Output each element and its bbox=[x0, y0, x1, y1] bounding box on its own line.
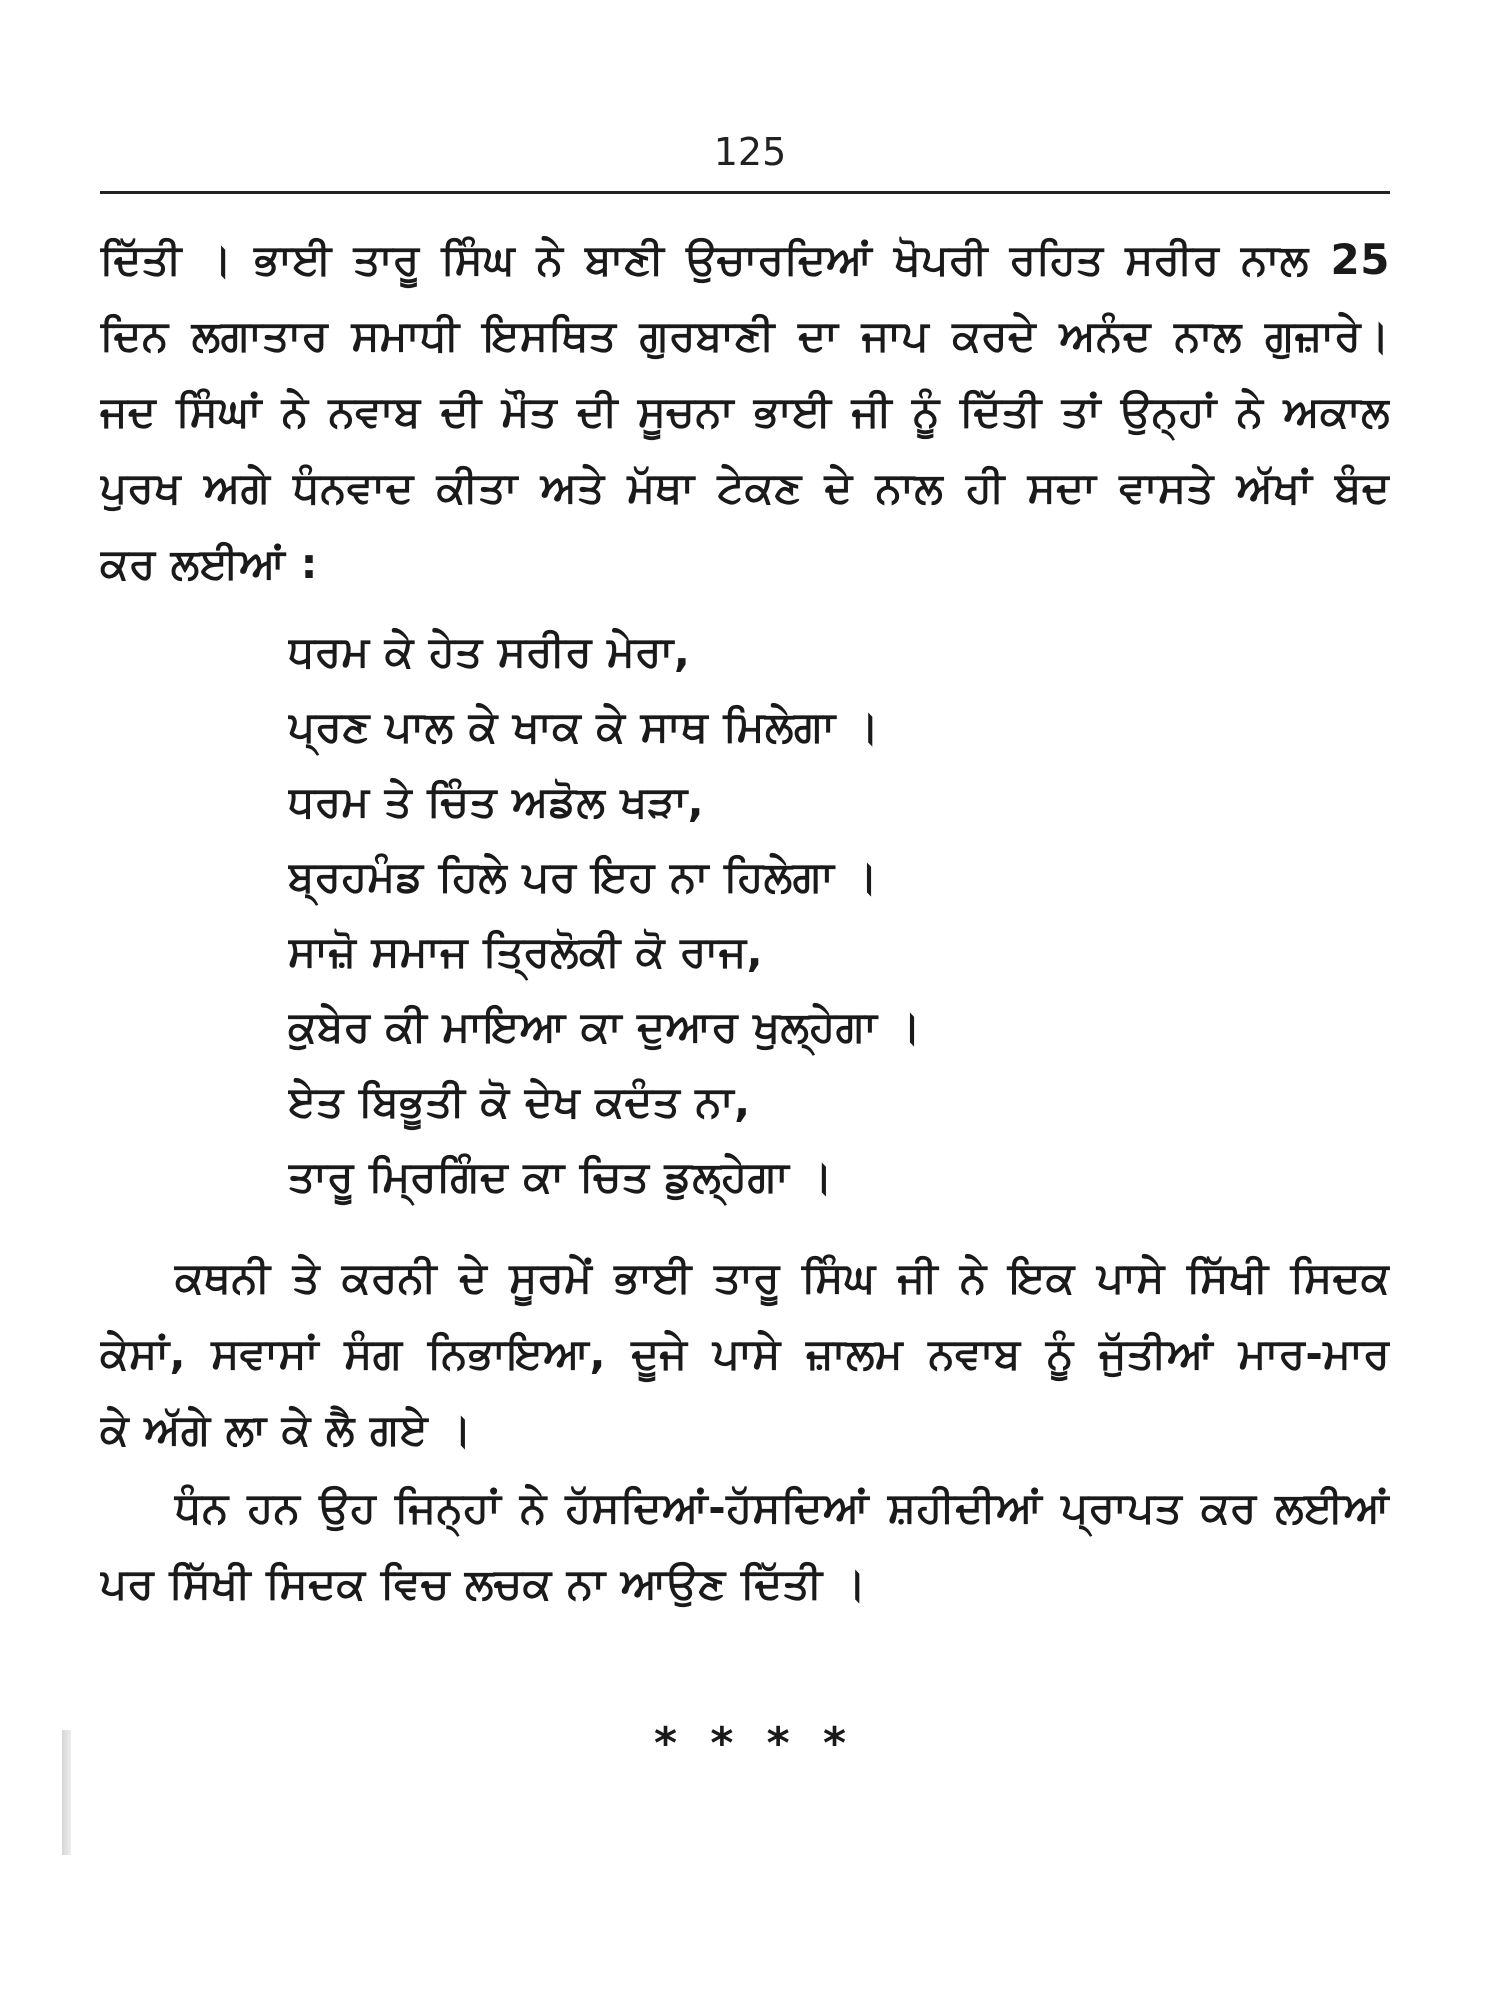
page-edge-shadow bbox=[62, 1730, 71, 1855]
paragraph-1-line: ਕਰ ਲਈਆਂ : bbox=[100, 539, 318, 588]
paragraph-3-line: ਧੰਨ ਹਨ ਉਹ ਜਿਨ੍ਹਾਂ ਨੇ ਹੱਸਦਿਆਂ-ਹੱਸਦਿਆਂ ਸ਼ਹੀਦੀਆਂ ਪ੍ਰਾਪਤ ਕਰ ਲਈਆਂ bbox=[175, 1483, 1390, 1532]
verse-line: ਸਾਜ਼ੋ ਸਮਾਜ ਤ੍ਰਿਲੋਕੀ ਕੋ ਰਾਜ, bbox=[288, 927, 764, 976]
paragraph-1-line: ਦਿਨ ਲਗਾਤਾਰ ਸਮਾਧੀ ਇਸਥਿਤ ਗੁਰਬਾਣੀ ਦਾ ਜਾਪ ਕਰਦੇ ਅਨੰਦ ਨਾਲ ਗੁਜ਼ਾਰੇ। bbox=[100, 311, 1390, 360]
paragraph-1-line: ਦਿੱਤੀ । ਭਾਈ ਤਾਰੂ ਸਿੰਘ ਨੇ ਬਾਣੀ ਉਚਾਰਦਿਆਂ ਖੋਪਰੀ ਰਹਿਤ ਸਰੀਰ ਨਾਲ 25 bbox=[100, 235, 1390, 284]
paragraph-2-line: ਕੇਸਾਂ, ਸਵਾਸਾਂ ਸੰਗ ਨਿਭਾਇਆ, ਦੂਜੇ ਪਾਸੇ ਜ਼ਾਲਮ ਨਵਾਬ ਨੂੰ ਜੁੱਤੀਆਂ ਮਾਰ-ਮਾਰ bbox=[100, 1329, 1390, 1378]
verse-line: ਏਤ ਬਿਭੂਤੀ ਕੋ ਦੇਖ ਕਦੰਤ ਨਾ, bbox=[288, 1077, 751, 1126]
verse-line: ਕੁਬੇਰ ਕੀ ਮਾਇਆ ਕਾ ਦੁਆਰ ਖੁਲ੍ਹੇਗਾ । bbox=[288, 1002, 922, 1051]
paragraph-2-line: ਕੇ ਅੱਗੇ ਲਾ ਕੇ ਲੈ ਗਏ । bbox=[100, 1405, 473, 1454]
paragraph-1-line: ਜਦ ਸਿੰਘਾਂ ਨੇ ਨਵਾਬ ਦੀ ਮੌਤ ਦੀ ਸੂਚਨਾ ਭਾਈ ਜੀ ਨੂੰ ਦਿੱਤੀ ਤਾਂ ਉਨ੍ਹਾਂ ਨੇ ਅਕਾਲ bbox=[100, 387, 1390, 436]
verse-line: ਬ੍ਰਹਮੰਡ ਹਿਲੇ ਪਰ ਇਹ ਨਾ ਹਿਲੇਗਾ । bbox=[288, 852, 879, 901]
section-end-ornament: * * * * bbox=[654, 1718, 846, 1769]
verse-line: ਪ੍ਰਣ ਪਾਲ ਕੇ ਖਾਕ ਕੇ ਸਾਥ ਮਿਲੇਗਾ । bbox=[288, 702, 880, 751]
verse-line: ਧਰਮ ਕੇ ਹੇਤ ਸਰੀਰ ਮੇਰਾ, bbox=[288, 627, 691, 676]
verse-line: ਤਾਰੂ ਮ੍ਰਿਗਿੰਦ ਕਾ ਚਿਤ ਡੁਲ੍ਹੇਗਾ । bbox=[288, 1152, 834, 1201]
verse-line: ਧਰਮ ਤੇ ਚਿੰਤ ਅਡੋਲ ਖੜਾ, bbox=[288, 777, 705, 826]
paragraph-3 bbox=[100, 1470, 1390, 1622]
paragraph-2-line: ਕਥਨੀ ਤੇ ਕਰਨੀ ਦੇ ਸੂਰਮੇਂ ਭਾਈ ਤਾਰੂ ਸਿੰਘ ਜੀ ਨੇ ਇਕ ਪਾਸੇ ਸਿੱਖੀ ਸਿਦਕ bbox=[175, 1253, 1390, 1302]
header-rule bbox=[100, 191, 1390, 194]
verse-block bbox=[288, 614, 1288, 1214]
page-number: 125 bbox=[713, 130, 787, 174]
paragraph-1 bbox=[100, 222, 1390, 602]
paragraph-2 bbox=[100, 1240, 1390, 1468]
paragraph-1-line: ਪੁਰਖ ਅਗੇ ਧੰਨਵਾਦ ਕੀਤਾ ਅਤੇ ਮੱਥਾ ਟੇਕਣ ਦੇ ਨਾਲ ਹੀ ਸਦਾ ਵਾਸਤੇ ਅੱਖਾਂ ਬੰਦ bbox=[100, 463, 1390, 512]
paragraph-3-line: ਪਰ ਸਿੱਖੀ ਸਿਦਕ ਵਿਚ ਲਚਕ ਨਾ ਆਉਣ ਦਿੱਤੀ । bbox=[100, 1559, 867, 1608]
